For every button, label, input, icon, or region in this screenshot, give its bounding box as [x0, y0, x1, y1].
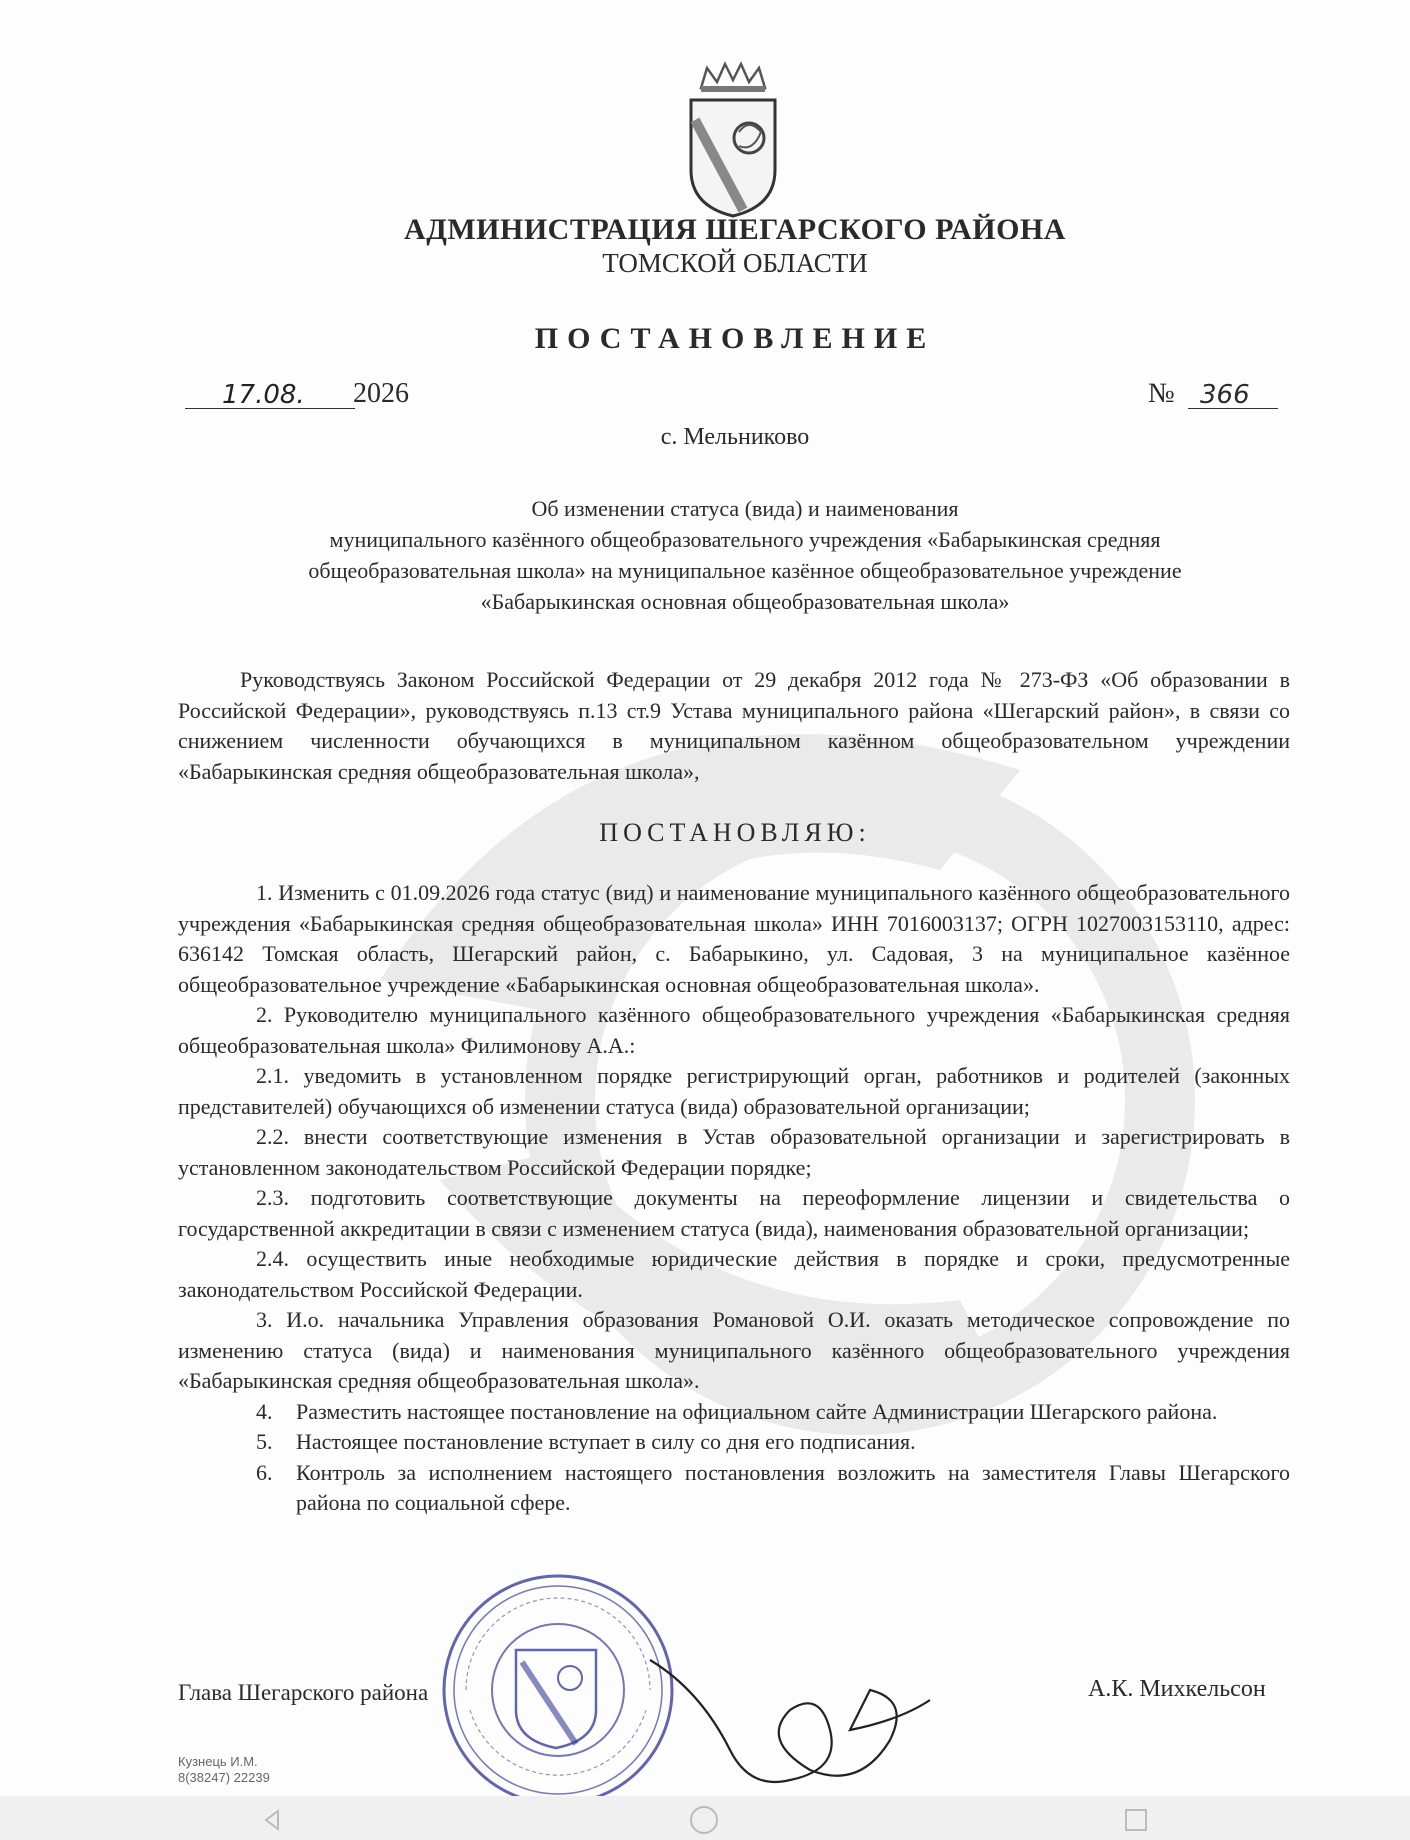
item-number: 4.: [256, 1398, 273, 1424]
decree-item: 2.1. уведомить в установленном порядке регистрирующий орган, работников и родителей (законных представителей) обучающихся об изменении статуса (вида) образовательной организации;: [178, 1063, 1290, 1119]
decree-heading: ПОСТАНОВЛЯЮ:: [599, 818, 871, 847]
item-text: Разместить настоящее постановление на официальном сайте Администрации Шегарского района.: [296, 1398, 1218, 1424]
handwritten-date: 17.08.: [222, 380, 305, 410]
document-subject: [195, 493, 1295, 617]
region-name: ТОМСКОЙ ОБЛАСТИ: [602, 248, 868, 278]
executor-info: [178, 1754, 270, 1786]
item-text: Настоящее постановление вступает в силу со дня его подписания.: [296, 1429, 916, 1454]
decree-item: [178, 1458, 1290, 1519]
signatory-title: Глава Шегарского района: [178, 1680, 429, 1705]
decree-item: [178, 1427, 1290, 1458]
home-nav-icon[interactable]: [686, 1802, 722, 1838]
recents-nav-icon[interactable]: [1118, 1802, 1154, 1838]
subject-line: Об изменении статуса (вида) и наименования: [531, 496, 959, 521]
executor-name: Кузнець И.М.: [178, 1754, 258, 1769]
place-of-issue: с. Мельниково: [660, 424, 810, 450]
decree-items: [178, 878, 1290, 1519]
decree-item: 2.4. осуществить иные необходимые юридические действия в порядке и сроки, предусмотренные законодательством Российской Федерации.: [178, 1246, 1290, 1302]
coat-of-arms-icon: [683, 60, 783, 220]
number-sign: №: [1148, 378, 1175, 409]
executor-phone: 8(38247) 22239: [178, 1770, 270, 1785]
decree-item: 2. Руководителю муниципального казённого общеобразовательного учреждения «Бабарыкинская средняя общеобразовательная школа» Филимонову А.А.:: [178, 1002, 1290, 1058]
decree-item: 2.3. подготовить соответствующие документы на переоформление лицензии и свидетельства о государственной аккредитации в связи с изменением статуса (вида), наименования образовательной организации;: [178, 1185, 1290, 1241]
item-text: Контроль за исполнением настоящего постановления возложить на заместителя Главы Шегарского района по социальной сфере.: [296, 1459, 1290, 1515]
item-number: 5.: [256, 1429, 273, 1454]
date-year: 2026: [353, 378, 409, 409]
document-type: ПОСТАНОВЛЕНИЕ: [534, 322, 936, 355]
subject-line: общеобразовательная школа» на муниципальное казённое общеобразовательное учреждение: [308, 558, 1182, 583]
handwritten-signature: [640, 1630, 940, 1800]
preamble-paragraph: Руководствуясь Законом Российской Федерации от 29 декабря 2012 года № 273-ФЗ «Об образовании в Российской Федерации», руководствуясь п.13 ст.9 Устава муниципального района «Шегарский район», в связи со снижением численности обучающихся в муниципальном казённом общеобразовательном учреждении «Бабарыкинская средняя общеобразовательная школа»,: [178, 667, 1290, 784]
back-nav-icon[interactable]: [254, 1802, 290, 1838]
decree-item: 1. Изменить с 01.09.2026 года статус (вид) и наименование муниципального казённого общеобразовательного учреждения «Бабарыкинская средняя общеобразовательная школа» ИНН 7016003137; ОГРН 1027003153110, адрес: 636142 Томская область, Шегарский район, с. Бабарыкино, ул. Садовая, 3 на муниципальное казённое общеобразовательное учреждение «Бабарыкинская основная общеобразовательная школа».: [178, 880, 1290, 997]
decree-item: 2.2. внести соответствующие изменения в Устав образовательной организации и зарегистрировать в установленном законодательством Российской Федерации порядке;: [178, 1124, 1290, 1180]
subject-line: муниципального казённого общеобразовательного учреждения «Бабарыкинская средняя: [329, 527, 1161, 552]
subject-line: «Бабарыкинская основная общеобразовательная школа»: [480, 589, 1010, 614]
decree-item: 3. И.о. начальника Управления образования Романовой О.И. оказать методическое сопровождение по изменению статуса (вида) и наименования муниципального казённого общеобразовательного учреждения «Бабарыкинская средняя общеобразовательная школа».: [178, 1307, 1290, 1393]
signatory-name: А.К. Михкельсон: [1088, 1676, 1266, 1702]
system-navigation-bar: [0, 1796, 1410, 1840]
organization-name: АДМИНИСТРАЦИЯ ШЕГАРСКОГО РАЙОНА: [404, 213, 1066, 246]
decree-item: [178, 1397, 1290, 1428]
handwritten-number: 366: [1200, 380, 1250, 410]
item-number: 6.: [256, 1459, 273, 1485]
